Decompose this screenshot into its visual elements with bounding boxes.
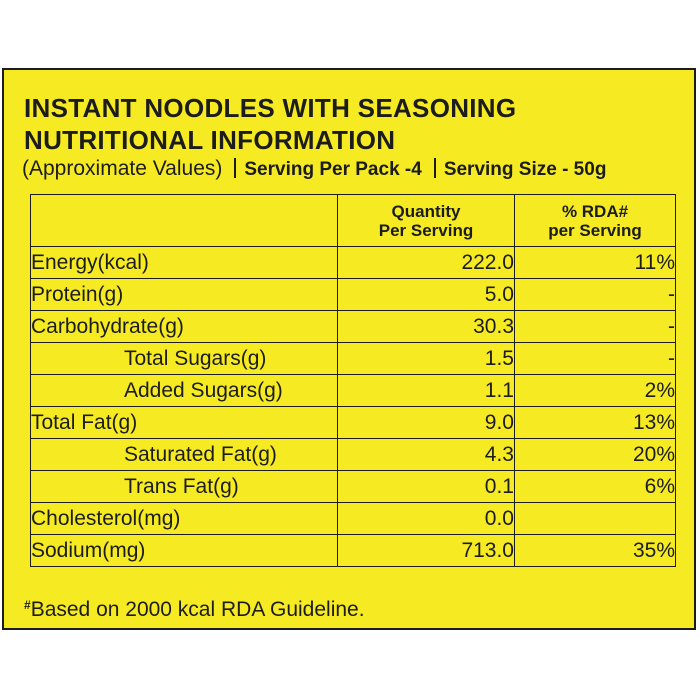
quantity-header-line-2: Per Serving: [378, 220, 474, 240]
nutrient-name: Energy(kcal): [31, 247, 338, 279]
rda-value: -: [515, 311, 676, 343]
nutrition-panel: [2, 68, 696, 630]
rda-header: [515, 195, 676, 247]
nutrient-name: Total Fat(g): [31, 407, 338, 439]
quantity-header-line-1: Quantity: [391, 201, 461, 221]
footnote-mark: #: [24, 598, 31, 612]
table-row: [31, 439, 676, 471]
nutrient-name: Protein(g): [31, 279, 338, 311]
nutrient-name: Saturated Fat(g): [31, 439, 338, 471]
rda-value: -: [515, 343, 676, 375]
quantity-value: 9.0: [338, 407, 515, 439]
rda-value: 20%: [515, 439, 676, 471]
table-row: [31, 279, 676, 311]
nutrient-header: [31, 195, 338, 247]
nutrient-name: Carbohydrate(g): [31, 311, 338, 343]
quantity-value: 30.3: [338, 311, 515, 343]
quantity-value: 222.0: [338, 247, 515, 279]
table-row: [31, 503, 676, 535]
title-line-1: INSTANT NOODLES WITH SEASONING: [24, 93, 517, 123]
divider: [234, 158, 236, 178]
rda-value: 35%: [515, 535, 676, 567]
rda-value: [515, 503, 676, 535]
table-row: [31, 407, 676, 439]
table-row: [31, 343, 676, 375]
rda-value: 11%: [515, 247, 676, 279]
nutrient-name: Added Sugars(g): [31, 375, 338, 407]
table-row: [31, 375, 676, 407]
rda-header-line-2: per Serving: [548, 220, 642, 240]
quantity-value: 0.0: [338, 503, 515, 535]
nutrient-name: Cholesterol(mg): [31, 503, 338, 535]
rda-value: 2%: [515, 375, 676, 407]
nutrition-table: [30, 194, 676, 567]
rda-value: 6%: [515, 471, 676, 503]
serving-info-line: [22, 156, 682, 182]
quantity-value: 1.5: [338, 343, 515, 375]
serving-per-pack: Serving Per Pack -4: [244, 159, 422, 180]
table-row: [31, 535, 676, 567]
quantity-value: 5.0: [338, 279, 515, 311]
quantity-value: 4.3: [338, 439, 515, 471]
table-row: [31, 311, 676, 343]
rda-value: -: [515, 279, 676, 311]
footnote: [24, 592, 365, 623]
table-header-row: [31, 195, 676, 247]
title-line-2: NUTRITIONAL INFORMATION: [24, 125, 396, 155]
nutrient-name: Trans Fat(g): [31, 471, 338, 503]
table-row: [31, 471, 676, 503]
quantity-value: 1.1: [338, 375, 515, 407]
footnote-text: Based on 2000 kcal RDA Guideline.: [30, 598, 365, 621]
nutrient-name: Sodium(mg): [31, 535, 338, 567]
panel-title: [24, 92, 516, 156]
divider: [434, 158, 436, 178]
serving-size: Serving Size - 50g: [443, 159, 607, 180]
rda-value: 13%: [515, 407, 676, 439]
quantity-header: [338, 195, 515, 247]
quantity-value: 713.0: [338, 535, 515, 567]
approx-values-label: (Approximate Values): [22, 157, 223, 180]
table-row: [31, 247, 676, 279]
quantity-value: 0.1: [338, 471, 515, 503]
rda-header-line-1: % RDA#: [561, 201, 629, 221]
nutrient-name: Total Sugars(g): [31, 343, 338, 375]
